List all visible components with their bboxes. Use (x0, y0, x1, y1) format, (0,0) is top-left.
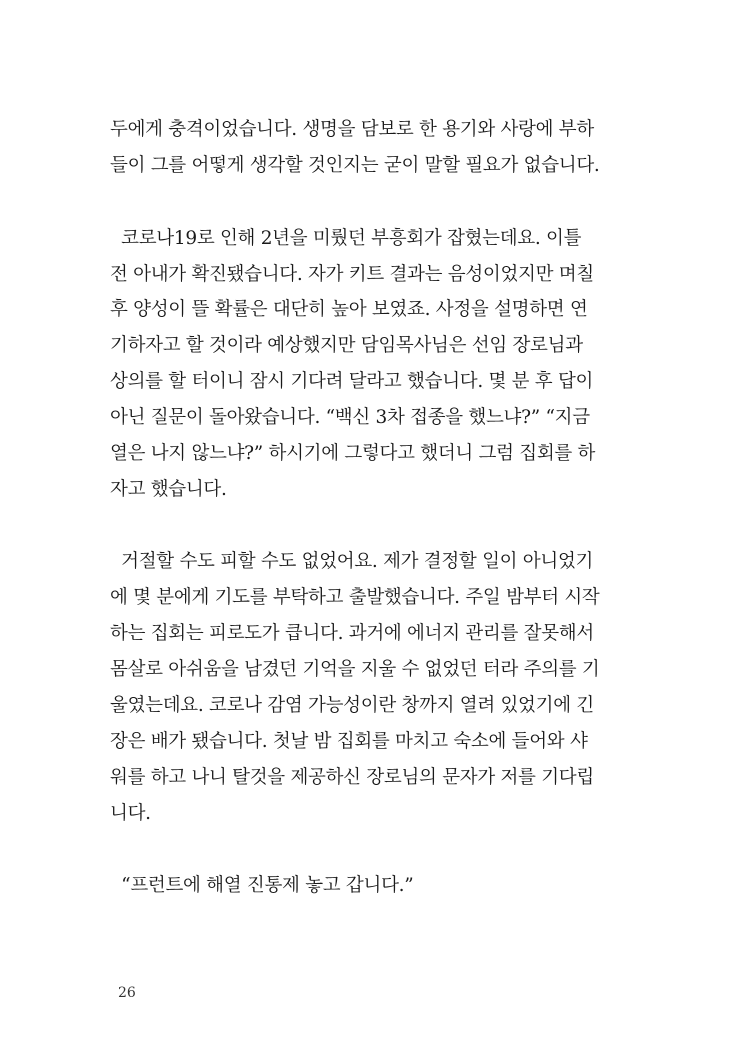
paragraph-2-line-4: 기하자고 할 것이라 예상했지만 담임목사님은 선임 장로님과 (110, 335, 583, 356)
paragraph-3-line-7: 워를 하고 나니 탈것을 제공하신 장로님의 문자가 저를 기다립 (110, 767, 594, 788)
paragraph-4-line-1: “프런트에 해열 진통제 놓고 갑니다.” (110, 875, 414, 896)
paragraph-2-line-1: 코로나19로 인해 2년을 미뤘던 부흥회가 잡혔는데요. 이틀 (110, 228, 582, 249)
page-number: 26 (118, 985, 136, 1001)
paragraph-3-line-1: 거절할 수도 피할 수도 없었어요. 제가 결정할 일이 아니었기 (110, 551, 594, 572)
paragraph-3-line-8: 니다. (110, 803, 151, 824)
paragraph-2-line-3: 후 양성이 뜰 확률은 대단히 높아 보였죠. 사정을 설명하면 연 (110, 299, 588, 320)
paragraph-2-line-2: 전 아내가 확진됐습니다. 자가 키트 결과는 음성이었지만 며칠 (110, 264, 594, 285)
paragraph-3-line-3: 하는 집회는 피로도가 큽니다. 과거에 에너지 관리를 잘못해서 (110, 623, 594, 644)
paragraph-3-line-5: 울였는데요. 코로나 감염 가능성이란 창까지 열려 있었기에 긴 (110, 695, 594, 716)
paragraph-2-line-6: 아닌 질문이 돌아왔습니다. “백신 3차 접종을 했느냐?” “지금 (110, 407, 590, 428)
paragraph-1-line-1: 두에게 충격이었습니다. 생명을 담보로 한 용기와 사랑에 부하 (110, 119, 594, 140)
paragraph-1-line-2: 들이 그를 어떻게 생각할 것인지는 굳이 말할 필요가 없습니다. (110, 155, 600, 176)
paragraph-3-line-4: 몸살로 아쉬움을 남겼던 기억을 지울 수 없었던 터라 주의를 기 (110, 659, 600, 680)
paragraph-2-line-7: 열은 나지 않느냐?” 하시기에 그렇다고 했더니 그럼 집회를 하 (110, 443, 596, 464)
paragraph-2-line-8: 자고 했습니다. (110, 479, 227, 500)
paragraph-3-line-2: 에 몇 분에게 기도를 부탁하고 출발했습니다. 주일 밤부터 시작 (110, 587, 600, 608)
paragraph-3-line-6: 장은 배가 됐습니다. 첫날 밤 집회를 마치고 숙소에 들어와 샤 (110, 731, 588, 752)
paragraph-2-line-5: 상의를 할 터이니 잠시 기다려 달라고 했습니다. 몇 분 후 답이 (110, 371, 594, 392)
